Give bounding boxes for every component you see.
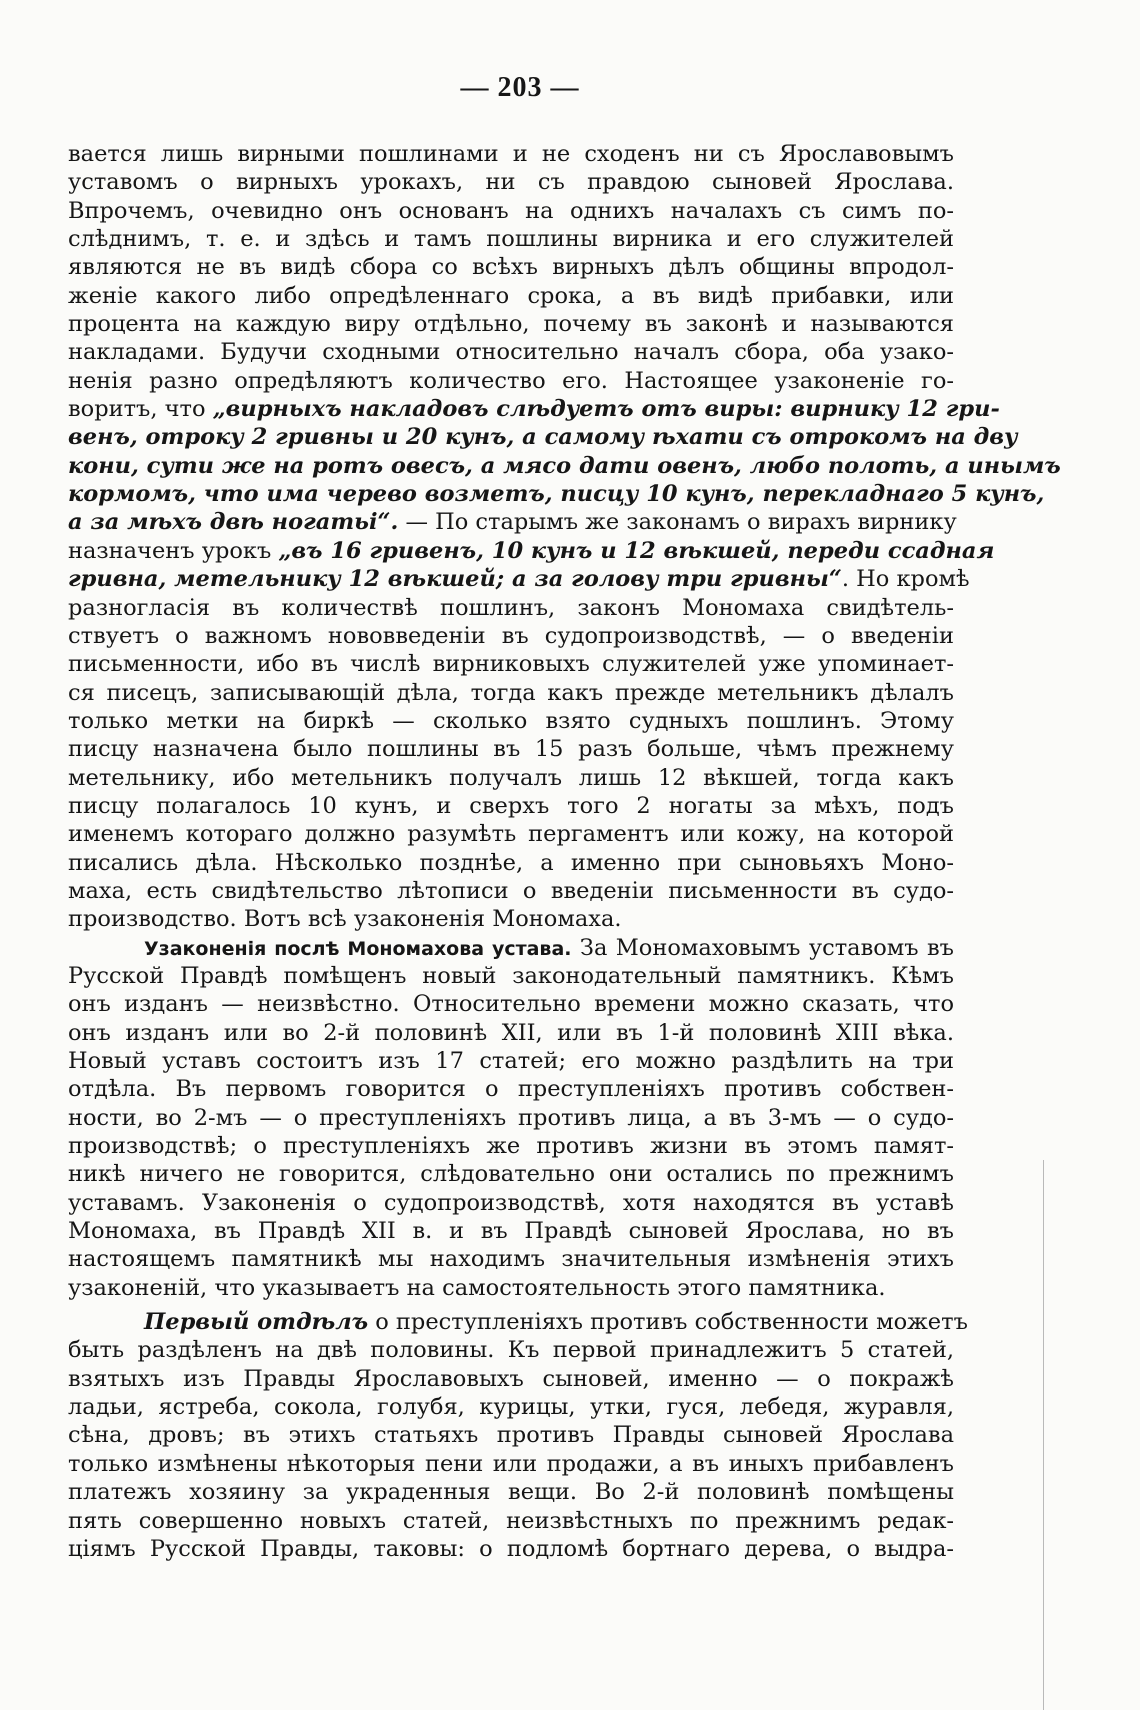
text-line (68, 707, 954, 735)
text-segment: воритъ, что (68, 396, 213, 423)
italic-text: венъ, отроку 2 гривны и 20 кунъ, а самому ѣхати съ отрокомъ на дву (68, 424, 1018, 451)
text-line (68, 1245, 954, 1273)
text-segment: писцу полагалось 10 кунъ, и сверхъ того 2 ногаты за мѣхъ, подъ (68, 792, 954, 819)
italic-text: гривна, метельнику 12 вѣкшей; а за голову три гривны“ (68, 566, 842, 593)
text-line (68, 1336, 954, 1364)
text-line (68, 565, 970, 593)
text-line (68, 905, 954, 933)
text-segment: о преступленіяхъ противъ собственности можетъ (368, 1309, 968, 1336)
text-line (68, 423, 1018, 451)
italic-text: кормомъ, что има черево возметъ, писцу 10 кунъ, перекладнаго 5 кунъ, (68, 481, 1045, 508)
italic-text: а за мѣхъ двѣ ногатьі“. (68, 509, 399, 536)
text-line (68, 594, 954, 622)
text-segment: ненія разно опредѣляютъ количество его. Настоящее узаконеніе го- (68, 367, 954, 394)
text-line (68, 197, 954, 225)
text-segment: ціямъ Русской Правды, таковы: о подломѣ бортнаго дерева, о выдра- (68, 1535, 954, 1562)
text-line (68, 1308, 968, 1336)
text-line (68, 679, 954, 707)
text-line (68, 367, 954, 395)
text-segment: накладами. Будучи сходными относительно началъ сбора, оба узако- (68, 339, 954, 366)
text-segment: быть раздѣленъ на двѣ половины. Къ первой принадлежитъ 5 статей, (68, 1337, 954, 1364)
text-line (68, 1189, 954, 1217)
text-line (68, 650, 954, 678)
text-line (68, 735, 954, 763)
text-line (68, 1047, 954, 1075)
text-line (68, 537, 995, 565)
text-segment: ствуетъ о важномъ нововведеніи въ судопроизводствѣ, — о введеніи (68, 622, 954, 649)
text-segment: узаконеній, что указываетъ на самостоятельность этого памятника. (68, 1274, 886, 1301)
text-segment: платежъ хозяину за украденныя вещи. Во 2-й половинѣ помѣщены (68, 1479, 954, 1506)
text-line (68, 140, 954, 168)
text-segment: настоящемъ памятникѣ мы находимъ значительныя измѣненія этихъ (68, 1246, 954, 1273)
text-segment: писались дѣла. Нѣсколько позднѣе, а именно при сыновьяхъ Моно- (68, 849, 954, 876)
text-segment: никѣ ничего не говорится, слѣдовательно они остались по прежнимъ (68, 1161, 954, 1188)
text-line (68, 877, 954, 905)
text-line (68, 395, 1000, 423)
text-line (68, 338, 954, 366)
text-segment: маха, есть свидѣтельство лѣтописи о введеніи письменности въ судо- (68, 877, 954, 904)
text-segment: процента на каждую виру отдѣльно, почему въ законѣ и называются (68, 311, 954, 338)
text-line (68, 1075, 954, 1103)
text-line (68, 168, 954, 196)
italic-text: Первый отдѣлъ (144, 1309, 369, 1336)
text-segment: Впрочемъ, очевидно онъ основанъ на однихъ началахъ съ симъ по- (68, 197, 954, 224)
text-line (68, 1507, 954, 1535)
italic-text: кони, сути же на ротъ овесъ, а мясо дати овенъ, любо полоть, а инымъ (68, 452, 1061, 479)
text-line (68, 282, 954, 310)
italic-text: „вирныхъ накладовъ слѣдуетъ отъ виры: вирнику 12 гри- (212, 396, 1000, 423)
text-segment: писцу назначена было пошлины въ 15 разъ больше, чѣмъ прежнему (68, 736, 954, 763)
text-segment: слѣднимъ, т. е. и здѣсь и тамъ пошлины вирника и его служителей (68, 226, 954, 253)
text-segment: сѣна, дровъ; въ этихъ статьяхъ противъ Правды сыновей Ярослава (68, 1422, 954, 1449)
text-line (68, 1478, 954, 1506)
text-segment: письменности, ибо въ числѣ вирниковыхъ служителей уже упоминает- (68, 651, 954, 678)
text-line (68, 1450, 954, 1478)
text-segment: . Но кромѣ (841, 566, 970, 593)
text-segment: За Мономаховымъ уставомъ въ (571, 934, 954, 961)
section-heading: Узаконенія послѣ Мономахова устава. (144, 937, 572, 960)
text-segment: взятыхъ изъ Правды Ярославовыхъ сыновей, именно — о покражѣ (68, 1365, 954, 1392)
text-line (68, 1393, 954, 1421)
text-line (68, 849, 954, 877)
text-line (68, 1132, 954, 1160)
text-segment: производствѣ; о преступленіяхъ же противъ жизни въ этомъ памят- (68, 1133, 954, 1160)
text-segment: только измѣнены нѣкоторыя пени или продажи, а въ иныхъ прибавленъ (68, 1450, 954, 1477)
text-body (68, 140, 1061, 1563)
text-line (68, 310, 954, 338)
text-segment: отдѣла. Въ первомъ говорится о преступленіяхъ противъ собствен- (68, 1076, 954, 1103)
italic-text: „въ 16 гривенъ, 10 кунъ и 12 вѣкшей, переди ссадная (278, 537, 995, 564)
page-edge-line (1043, 1160, 1044, 1710)
text-line (68, 1104, 954, 1132)
text-segment: — По старымъ же законамъ о вирахъ вирнику (398, 509, 957, 536)
text-line (68, 962, 954, 990)
text-line (68, 764, 954, 792)
text-segment: ся писецъ, записывающій дѣла, тогда какъ прежде метельникъ дѣлалъ (68, 679, 954, 706)
text-segment: разногласія въ количествѣ пошлинъ, законъ Мономаха свидѣтель- (68, 594, 954, 621)
text-line (68, 934, 954, 962)
text-line (68, 480, 1045, 508)
text-line (68, 253, 954, 281)
text-line (68, 820, 954, 848)
text-segment: Мономаха, въ Правдѣ XII в. и въ Правдѣ сыновей Ярослава, но въ (68, 1218, 954, 1245)
text-line (68, 792, 954, 820)
text-segment: пять совершенно новыхъ статей, неизвѣстныхъ по прежнимъ редак- (68, 1507, 954, 1534)
text-segment: уставамъ. Узаконенія о судопроизводствѣ, хотя находятся въ уставѣ (68, 1189, 954, 1216)
text-segment: производство. Вотъ всѣ узаконенія Мономаха. (68, 906, 622, 933)
text-segment: ладьи, ястреба, сокола, голубя, курицы, утки, гуся, лебедя, журавля, (68, 1394, 954, 1421)
text-segment: женіе какого либо опредѣленнаго срока, а въ видѣ прибавки, или (68, 282, 954, 309)
text-line (68, 622, 954, 650)
page-number: — 203 — (460, 72, 580, 103)
text-line (68, 990, 954, 1018)
text-segment: вается лишь вирными пошлинами и не сходенъ ни съ Ярославовымъ (68, 141, 954, 167)
text-segment: онъ изданъ — неизвѣстно. Относительно времени можно сказать, что (68, 991, 954, 1018)
text-line (68, 1365, 954, 1393)
text-line (68, 1217, 954, 1245)
text-line (68, 1535, 954, 1563)
text-line (68, 452, 1061, 480)
text-line (68, 508, 957, 536)
text-segment: ности, во 2-мъ — о преступленіяхъ противъ лица, а въ 3-мъ — о судо- (68, 1104, 954, 1131)
text-segment: онъ изданъ или во 2-й половинѣ XII, или въ 1-й половинѣ XIII вѣка. (68, 1019, 954, 1046)
text-segment: только метки на биркѣ — сколько взято судныхъ пошлинъ. Этому (68, 707, 954, 734)
text-line (68, 1019, 954, 1047)
text-segment: Русской Правдѣ помѣщенъ новый законодательный памятникъ. Кѣмъ (68, 962, 954, 989)
text-segment: метельнику, ибо метельникъ получалъ лишь 12 вѣкшей, тогда какъ (68, 764, 954, 791)
text-segment: именемъ котораго должно разумѣть пергаментъ или кожу, на которой (68, 821, 954, 848)
text-line (68, 1160, 954, 1188)
text-line (68, 1274, 954, 1302)
text-line (68, 225, 954, 253)
text-segment: уставомъ о вирныхъ урокахъ, ни съ правдою сыновей Ярослава. (68, 169, 954, 196)
text-line (68, 1421, 954, 1449)
text-segment: являются не въ видѣ сбора со всѣхъ вирныхъ дѣлъ общины впродол- (68, 254, 954, 281)
text-segment: Новый уставъ состоитъ изъ 17 статей; его можно раздѣлить на три (68, 1048, 954, 1074)
text-segment: назначенъ урокъ (68, 537, 279, 564)
